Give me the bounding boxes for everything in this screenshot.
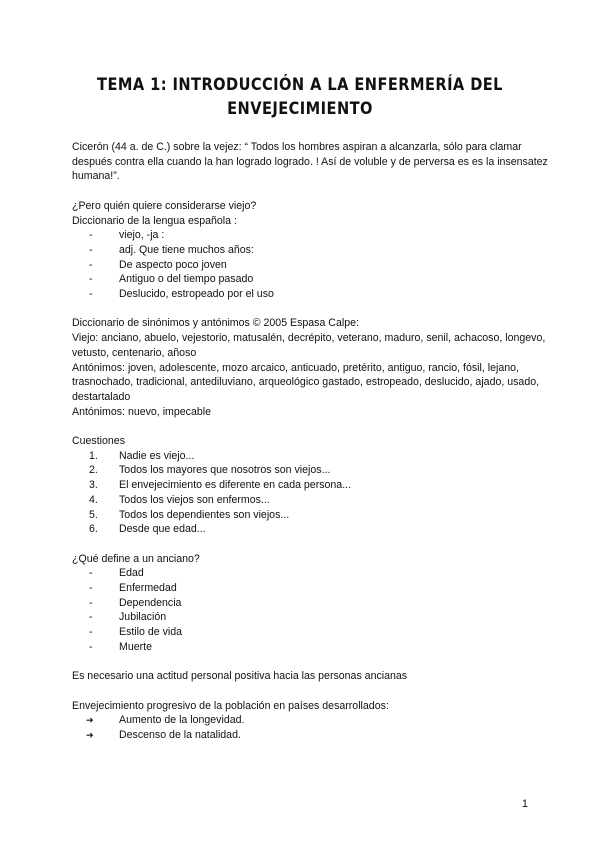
list-item: 6. Desde que edad... [89, 523, 206, 536]
list-item: 1. Nadie es viejo... [89, 449, 195, 462]
list-item: ➔ Aumento de la longevidad. [72, 713, 562, 728]
cuestiones-list [72, 449, 562, 537]
list-item: - Antiguo o del tiempo pasado [72, 272, 562, 287]
list-item: - Deslucido, estropeado por el uso [72, 287, 562, 302]
envejecimiento-heading: Envejecimiento progresivo de la población en países desarrollados: [72, 699, 389, 712]
cuestiones-heading: Cuestiones [72, 435, 125, 448]
antonimos-2: Antónimos: nuevo, impecable [72, 405, 211, 418]
cicero-quote: Cicerón (44 a. de C.) sobre la vejez: “ Todos los hombres aspiran a alcanzarla, sólo para clamar después contra ella cuando la han logrado logrado. ! Así de voluble y de perversa es es la insensatez humana!”. [72, 141, 548, 183]
sinonimos-viejo: Viejo: anciano, abuelo, vejestorio, matusalén, decrépito, veterano, maduro, senil, achacoso, longevo, vetusto, centenario, añoso [72, 332, 546, 359]
list-item: 2. Todos los mayores que nosotros son viejos... [89, 464, 331, 477]
list-item: 3. El envejecimiento es diferente en cada persona... [89, 479, 352, 492]
page-number: 1 [521, 798, 528, 810]
anciano-list [72, 566, 562, 654]
list-item: - De aspecto poco joven [72, 258, 562, 273]
sinonimos-heading: Diccionario de sinónimos y antónimos © 2005 Espasa Calpe: [72, 317, 359, 330]
list-item: - Jubilación [72, 610, 562, 625]
list-item: - viejo, -ja : [72, 228, 562, 243]
list-item: - Estilo de vida [72, 625, 562, 640]
list-item: - Enfermedad [72, 581, 562, 596]
list-item: - Edad [72, 566, 562, 581]
actitud-statement: Es necesario una actitud personal positiva hacia las personas ancianas [72, 670, 408, 683]
diccionario-list [72, 228, 562, 302]
title-line-1: TEMA 1: INTRODUCCIÓN A LA ENFERMERÍA DEL [97, 75, 503, 95]
list-item: ➔ Descenso de la natalidad. [72, 728, 562, 743]
document-body [72, 140, 562, 743]
antonimos-1: Antónimos: joven, adolescente, mozo arcaico, anticuado, pretérito, antiguo, rancio, fósil, lejano, trasnochado, tradicional, antediluviano, arqueológico gastado, estropeado, deslucido, ajado, usado, destartalado [72, 361, 540, 403]
list-item: - adj. Que tiene muchos años: [72, 243, 562, 258]
anciano-heading: ¿Qué define a un anciano? [72, 552, 200, 565]
question-viejo: ¿Pero quién quiere considerarse viejo? [72, 199, 257, 212]
diccionario-heading: Diccionario de la lengua española : [72, 214, 237, 227]
list-item: - Muerte [72, 640, 562, 655]
title-line-2: ENVEJECIMIENTO [227, 99, 373, 119]
envejecimiento-list [72, 713, 562, 742]
list-item: 5. Todos los dependientes son viejos... [89, 508, 290, 521]
list-item: 4. Todos los viejos son enfermos... [89, 493, 270, 506]
page-title [42, 73, 558, 121]
list-item: - Dependencia [72, 596, 562, 611]
